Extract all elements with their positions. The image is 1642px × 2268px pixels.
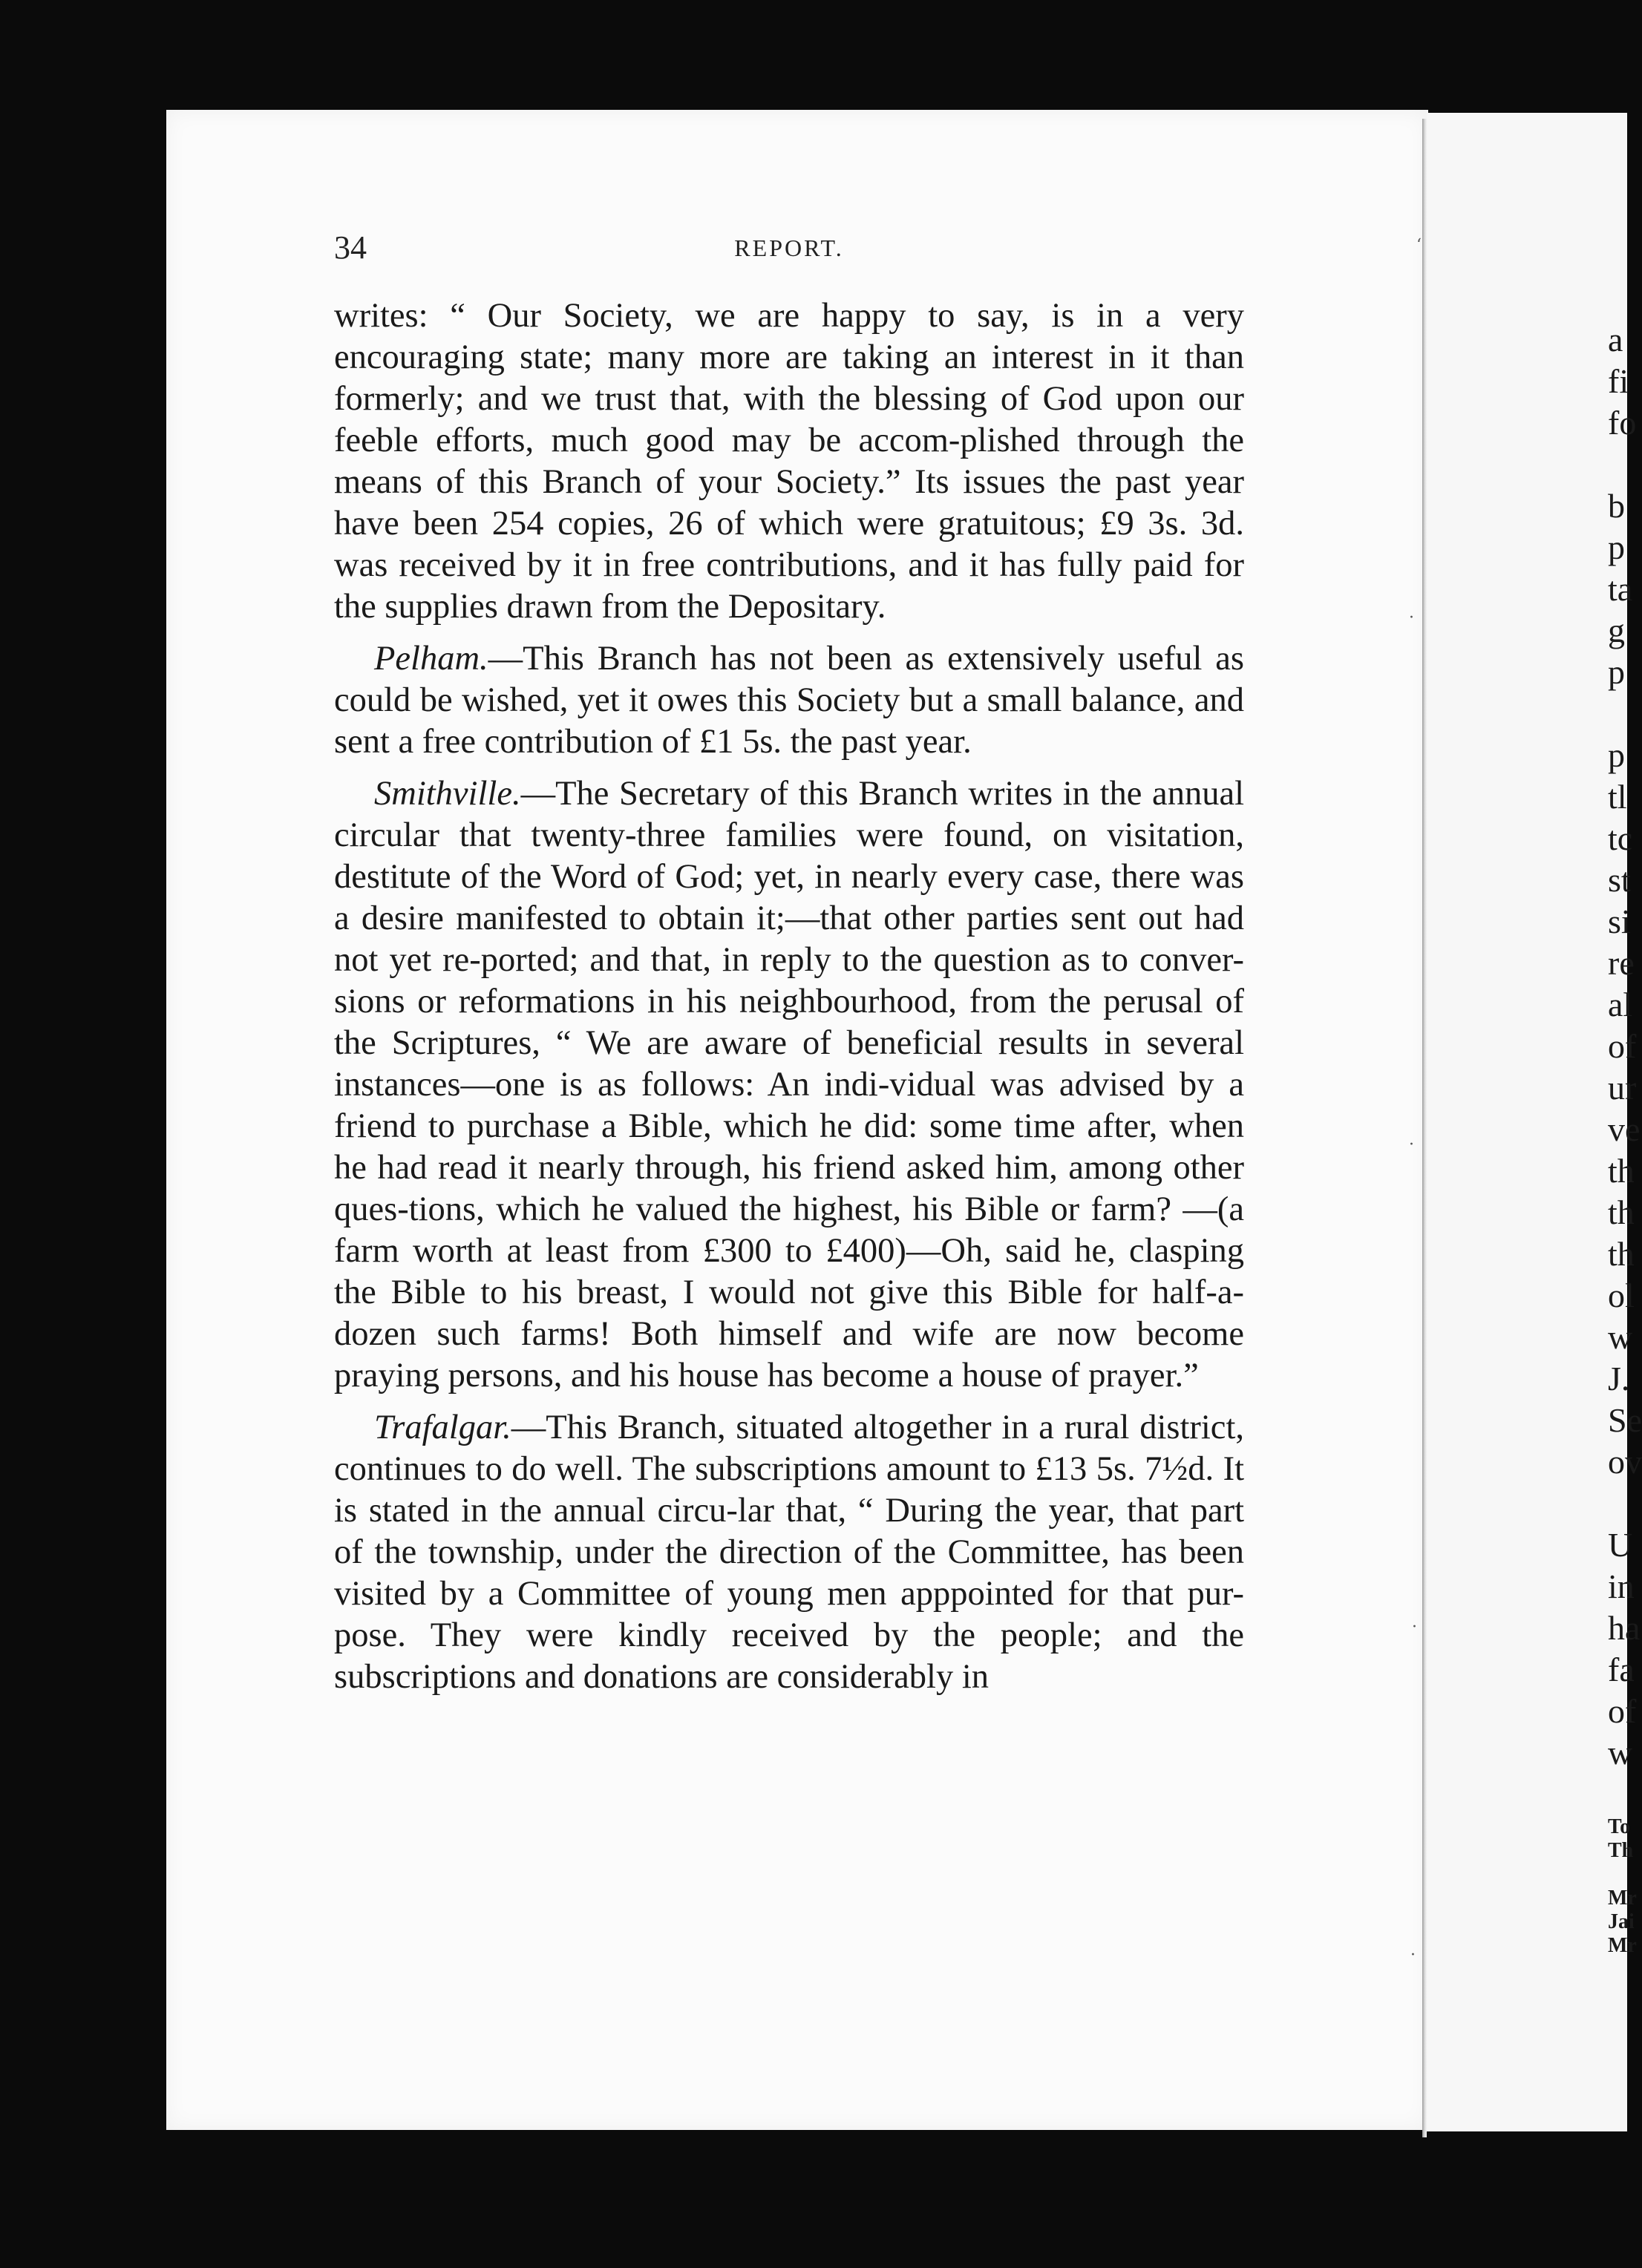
right-page-fragment: fi: [1608, 362, 1629, 400]
right-page-fragment: [1608, 444, 1642, 485]
right-page-fragment: ve: [1608, 1110, 1641, 1148]
paragraph-text: —This Branch, situated altogether in a rural district, continues to do well. The subscriptions amount to £13 5s. 7½d. It is stated in the annual circu-lar that, “ During the year, that part of the township, under the direction of the Committee, has been visited by a Committee of young men apppointed for that pur-pose. They were kindly received by the people; and the subscriptions and donations are considerably in: [334, 1409, 1244, 1696]
paragraph-text: writes: “ Our Society, we are happy to say, is in a very encouraging state; many more are taking an interest in it than formerly; and we trust that, with the blessing of God upon our feeble efforts, much good may be accom-plished through the means of this Branch of your Society.” Its issues the past year have been 254 copies, 26 of which were gratuitous; £9 3s. 3d. was received by it in free contributions, and it has fully paid for the supplies drawn from the Depositary.: [334, 297, 1244, 626]
right-page-fragment: ur: [1608, 1069, 1637, 1107]
right-page-small-fragment: Th: [1608, 1839, 1634, 1862]
body-text: [334, 295, 1244, 1708]
right-page-fragment: [1608, 1483, 1642, 1524]
right-page-fragment: Se: [1608, 1401, 1642, 1439]
right-page-fragment: al: [1608, 986, 1633, 1023]
right-page-small-fragment: [1608, 1863, 1642, 1887]
running-head: REPORT.: [734, 235, 844, 261]
right-page-fragment: a: [1608, 321, 1623, 358]
binding-mark: ʻ: [1416, 236, 1422, 255]
right-page-small-fragment: To: [1608, 1815, 1631, 1838]
paragraph-trafalgar: [334, 1407, 1244, 1698]
right-page-fragment: of: [1608, 1027, 1637, 1065]
right-page-fragment: p: [1608, 528, 1625, 566]
right-page-fragment: si: [1608, 902, 1631, 940]
right-page-fragment: tl: [1608, 778, 1627, 816]
right-page-fragment: J.: [1608, 1360, 1630, 1397]
right-page-fragment: re: [1608, 944, 1635, 982]
right-page-fragment: U: [1608, 1526, 1633, 1564]
binding-mark: ·: [1409, 1135, 1414, 1154]
place-name: Smithville.: [374, 775, 521, 813]
page-number: 34: [334, 229, 367, 266]
right-page-fragment: p: [1608, 653, 1625, 691]
right-page-fragment: p: [1608, 736, 1625, 774]
right-page-fragment: ol: [1608, 1276, 1635, 1314]
right-page-fragment: in: [1608, 1567, 1635, 1605]
spacer: [1608, 1774, 1642, 1815]
binding-mark: ·: [1410, 1946, 1416, 1964]
binding-mark: ·: [1409, 609, 1414, 627]
right-page-fragment: th: [1608, 1152, 1635, 1190]
right-page-text-fragments: [1608, 319, 1642, 1958]
right-page-fragment: b: [1608, 487, 1625, 525]
right-page-small-fragment: Mr: [1608, 1934, 1637, 1957]
page-header: [334, 229, 1244, 270]
place-name: Trafalgar.: [374, 1409, 511, 1446]
paragraph-smithville: [334, 773, 1244, 1397]
right-page-fragment: [1608, 693, 1642, 735]
right-page-fragment: tc: [1608, 819, 1633, 857]
right-page-fragment: th: [1608, 1235, 1635, 1273]
right-page-small-fragment: Jai: [1608, 1910, 1635, 1933]
right-page-fragment: th: [1608, 1193, 1635, 1231]
right-page-fragment: w: [1608, 1734, 1633, 1772]
paragraph-text: —The Secretary of this Branch writes in the annual circular that twenty-three families were found, on visitation, destitute of the Word of God; yet, in nearly every case, there was a desire manifested to obtain it;—that other parties sent out had not yet re-ported; and that, in reply to the question as to conver-sions or reformations in his neighbourhood, from the perusal of the Scriptures, “ We are aware of beneficial results in several instances—one is as follows: An indi-vidual was advised by a friend to purchase a Bible, which he did: some time after, when he had read it nearly through, his friend asked him, among other ques-tions, which he valued the highest, his Bible or farm? —(a farm worth at least from £300 to £400)—Oh, said he, clasping the Bible to his breast, I would not give this Bible for half-a-dozen such farms! Both himself and wife are now become praying persons, and his house has become a house of prayer.”: [334, 775, 1244, 1394]
place-name: Pelham.: [374, 640, 488, 678]
right-page-fragment: st: [1608, 861, 1631, 899]
right-page-fragment: of: [1608, 1692, 1637, 1730]
right-page-small-fragment: Mr: [1608, 1887, 1637, 1910]
right-page: [1427, 113, 1627, 2131]
right-page-fragment: g: [1608, 612, 1625, 649]
right-page-fragment: w: [1608, 1318, 1633, 1356]
right-page-fragment: ov: [1608, 1443, 1642, 1481]
paragraph-pelham: [334, 638, 1244, 763]
right-page-fragment: ta: [1608, 570, 1633, 608]
paragraph-continuation: [334, 295, 1244, 628]
right-page-fragment: fo: [1608, 404, 1637, 442]
binding-mark: ·: [1412, 1618, 1417, 1636]
paragraph-text: —This Branch has not been as extensively useful as could be wished, yet it owes this Society but a small balance, and sent a free contribution of £1 5s. the past year.: [334, 640, 1244, 761]
right-page-fragment: fa: [1608, 1651, 1635, 1688]
right-page-fragment: ha: [1608, 1609, 1641, 1647]
